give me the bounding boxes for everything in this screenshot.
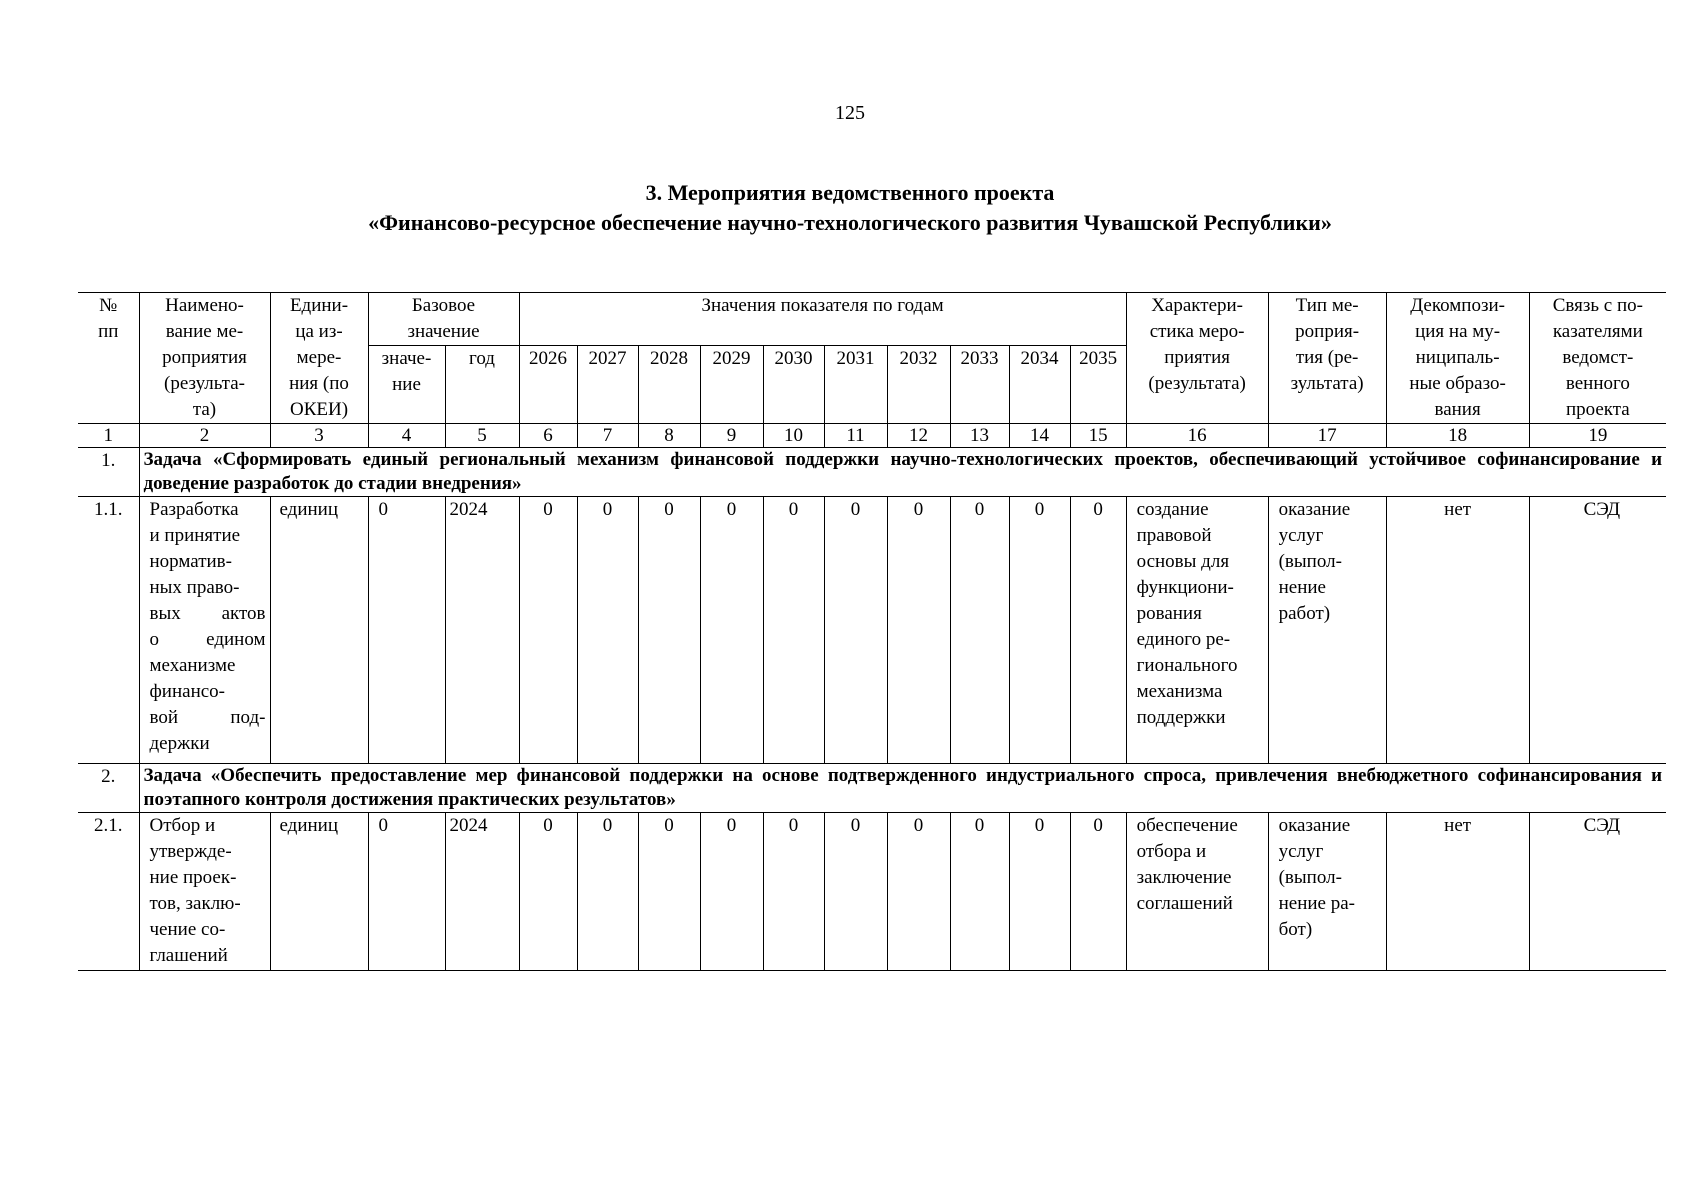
measure-value-2027: 0 xyxy=(577,813,638,971)
measure-value-2031: 0 xyxy=(824,497,887,764)
page-number: 125 xyxy=(835,102,865,124)
header-year-2035: 2035 xyxy=(1070,346,1126,424)
measure-name xyxy=(139,497,270,764)
measure-value-2034: 0 xyxy=(1009,497,1070,764)
measure-unit: единиц xyxy=(270,497,368,764)
measure-name-line: норматив- xyxy=(149,551,232,572)
header-base-value: значе- ние xyxy=(368,346,445,424)
document-title xyxy=(0,178,1697,238)
measure-row xyxy=(78,497,1666,764)
measure-name-line: глашений xyxy=(149,945,228,966)
measure-value-2035: 0 xyxy=(1070,497,1126,764)
column-number: 17 xyxy=(1268,424,1386,448)
measure-value-2026: 0 xyxy=(519,497,577,764)
column-number: 12 xyxy=(887,424,950,448)
header-base: Базовое значение xyxy=(368,293,519,346)
header-year-2032: 2032 xyxy=(887,346,950,424)
measure-name xyxy=(139,813,270,971)
measure-value-2035: 0 xyxy=(1070,813,1126,971)
measure-decomposition: нет xyxy=(1386,497,1529,764)
measure-type: оказание услуг (выпол- нение работ) xyxy=(1268,497,1386,764)
measure-name-line xyxy=(150,601,266,627)
measure-unit: единиц xyxy=(270,813,368,971)
measure-name-line xyxy=(150,627,266,653)
measure-name-word: под- xyxy=(230,707,266,728)
measure-name-word: вой xyxy=(149,707,179,728)
column-number: 1 xyxy=(78,424,139,448)
measure-value-2033: 0 xyxy=(950,813,1009,971)
header-year-2026: 2026 xyxy=(519,346,577,424)
header-type: Тип ме- роприя- тия (ре- зультата) xyxy=(1268,293,1386,424)
measure-name-line xyxy=(150,705,266,731)
measure-name-line: Отбор и xyxy=(149,815,216,836)
column-number: 14 xyxy=(1009,424,1070,448)
header-name: Наимено- вание ме- роприятия (результа- та) xyxy=(139,293,270,424)
column-number: 19 xyxy=(1529,424,1666,448)
measure-value-2028: 0 xyxy=(638,813,700,971)
task-text: Задача «Обеспечить предоставление мер финансовой поддержки на основе подтвержденного индустриального спроса, привлечения внебюджетного софинансирования и поэтапного контроля достижения практических результатов» xyxy=(139,764,1666,813)
measure-decomposition: нет xyxy=(1386,813,1529,971)
measure-name-line: тов, заклю- xyxy=(149,893,241,914)
task-row xyxy=(78,764,1666,813)
column-number: 4 xyxy=(368,424,445,448)
header-year-2033: 2033 xyxy=(950,346,1009,424)
header-by-years: Значения показателя по годам xyxy=(519,293,1126,346)
header-num: № пп xyxy=(78,293,139,424)
measure-name-word: вых xyxy=(149,603,181,624)
measure-base-year: 2024 xyxy=(445,497,519,764)
column-number: 6 xyxy=(519,424,577,448)
measure-name-line: финансо- xyxy=(149,681,226,702)
column-number: 15 xyxy=(1070,424,1126,448)
header-year-2027: 2027 xyxy=(577,346,638,424)
measure-value-2032: 0 xyxy=(887,497,950,764)
measure-base-value: 0 xyxy=(368,497,445,764)
task-number: 2. xyxy=(78,764,139,813)
column-number: 3 xyxy=(270,424,368,448)
measure-name-line: механизме xyxy=(149,655,236,676)
measure-type: оказание услуг (выпол- нение ра- бот) xyxy=(1268,813,1386,971)
measure-base-year: 2024 xyxy=(445,813,519,971)
measure-value-2029: 0 xyxy=(700,497,763,764)
measure-characteristic: обеспечение отбора и заключение соглашений xyxy=(1126,813,1268,971)
header-year-2034: 2034 xyxy=(1009,346,1070,424)
column-number: 5 xyxy=(445,424,519,448)
measure-number: 2.1. xyxy=(78,813,139,971)
measure-value-2028: 0 xyxy=(638,497,700,764)
measure-value-2034: 0 xyxy=(1009,813,1070,971)
header-year-2031: 2031 xyxy=(824,346,887,424)
header-decomposition: Декомпози- ция на му- ниципаль- ные образо- вания xyxy=(1386,293,1529,424)
measure-name-line: ных право- xyxy=(149,577,240,598)
measures-table xyxy=(78,292,1666,971)
column-number: 18 xyxy=(1386,424,1529,448)
task-number: 1. xyxy=(78,448,139,497)
header-year-2028: 2028 xyxy=(638,346,700,424)
measure-value-2030: 0 xyxy=(763,497,824,764)
column-numbers-row xyxy=(78,424,1666,448)
header-year-2029: 2029 xyxy=(700,346,763,424)
measure-value-2032: 0 xyxy=(887,813,950,971)
measure-name-line: и принятие xyxy=(149,525,241,546)
title-line-1: 3. Мероприятия ведомственного проекта xyxy=(645,180,1055,205)
measure-link: СЭД xyxy=(1529,497,1666,764)
column-number: 2 xyxy=(139,424,270,448)
column-number: 7 xyxy=(577,424,638,448)
header-row-1 xyxy=(78,293,1666,346)
column-number: 16 xyxy=(1126,424,1268,448)
measure-name-line: утвержде- xyxy=(149,841,232,862)
measure-characteristic: создание правовой основы для функциони- рования единого ре- гионального механизма поддержки xyxy=(1126,497,1268,764)
column-number: 10 xyxy=(763,424,824,448)
measure-value-2031: 0 xyxy=(824,813,887,971)
title-line-2: «Финансово-ресурсное обеспечение научно-технологического развития Чувашской Республики» xyxy=(368,210,1332,235)
header-characteristic: Характери- стика меро- приятия (результата) xyxy=(1126,293,1268,424)
measure-value-2030: 0 xyxy=(763,813,824,971)
task-text: Задача «Сформировать единый региональный механизм финансовой поддержки научно-технологических проектов, обеспечивающий устойчивое софинансирование и доведение разработок до стадии внедрения» xyxy=(139,448,1666,497)
measure-name-line: ние проек- xyxy=(149,867,237,888)
header-link: Связь с по- казателями ведомст- венного проекта xyxy=(1529,293,1666,424)
measure-name-line: Разработка xyxy=(149,499,239,520)
column-number: 11 xyxy=(824,424,887,448)
measure-number: 1.1. xyxy=(78,497,139,764)
column-number: 13 xyxy=(950,424,1009,448)
header-year-2030: 2030 xyxy=(763,346,824,424)
measure-name-word: актов xyxy=(221,603,266,624)
task-row xyxy=(78,448,1666,497)
measure-row xyxy=(78,813,1666,971)
measure-name-word: едином xyxy=(206,629,266,650)
header-unit: Едини- ца из- мере- ния (по ОКЕИ) xyxy=(270,293,368,424)
header-base-year: год xyxy=(445,346,519,424)
measure-name-line: чение со- xyxy=(149,919,226,940)
column-number: 9 xyxy=(700,424,763,448)
measure-value-2027: 0 xyxy=(577,497,638,764)
measure-value-2026: 0 xyxy=(519,813,577,971)
measure-value-2029: 0 xyxy=(700,813,763,971)
measure-value-2033: 0 xyxy=(950,497,1009,764)
measure-name-word: о xyxy=(149,629,159,650)
measure-name-line: держки xyxy=(149,733,210,754)
measure-base-value: 0 xyxy=(368,813,445,971)
column-number: 8 xyxy=(638,424,700,448)
measure-link: СЭД xyxy=(1529,813,1666,971)
